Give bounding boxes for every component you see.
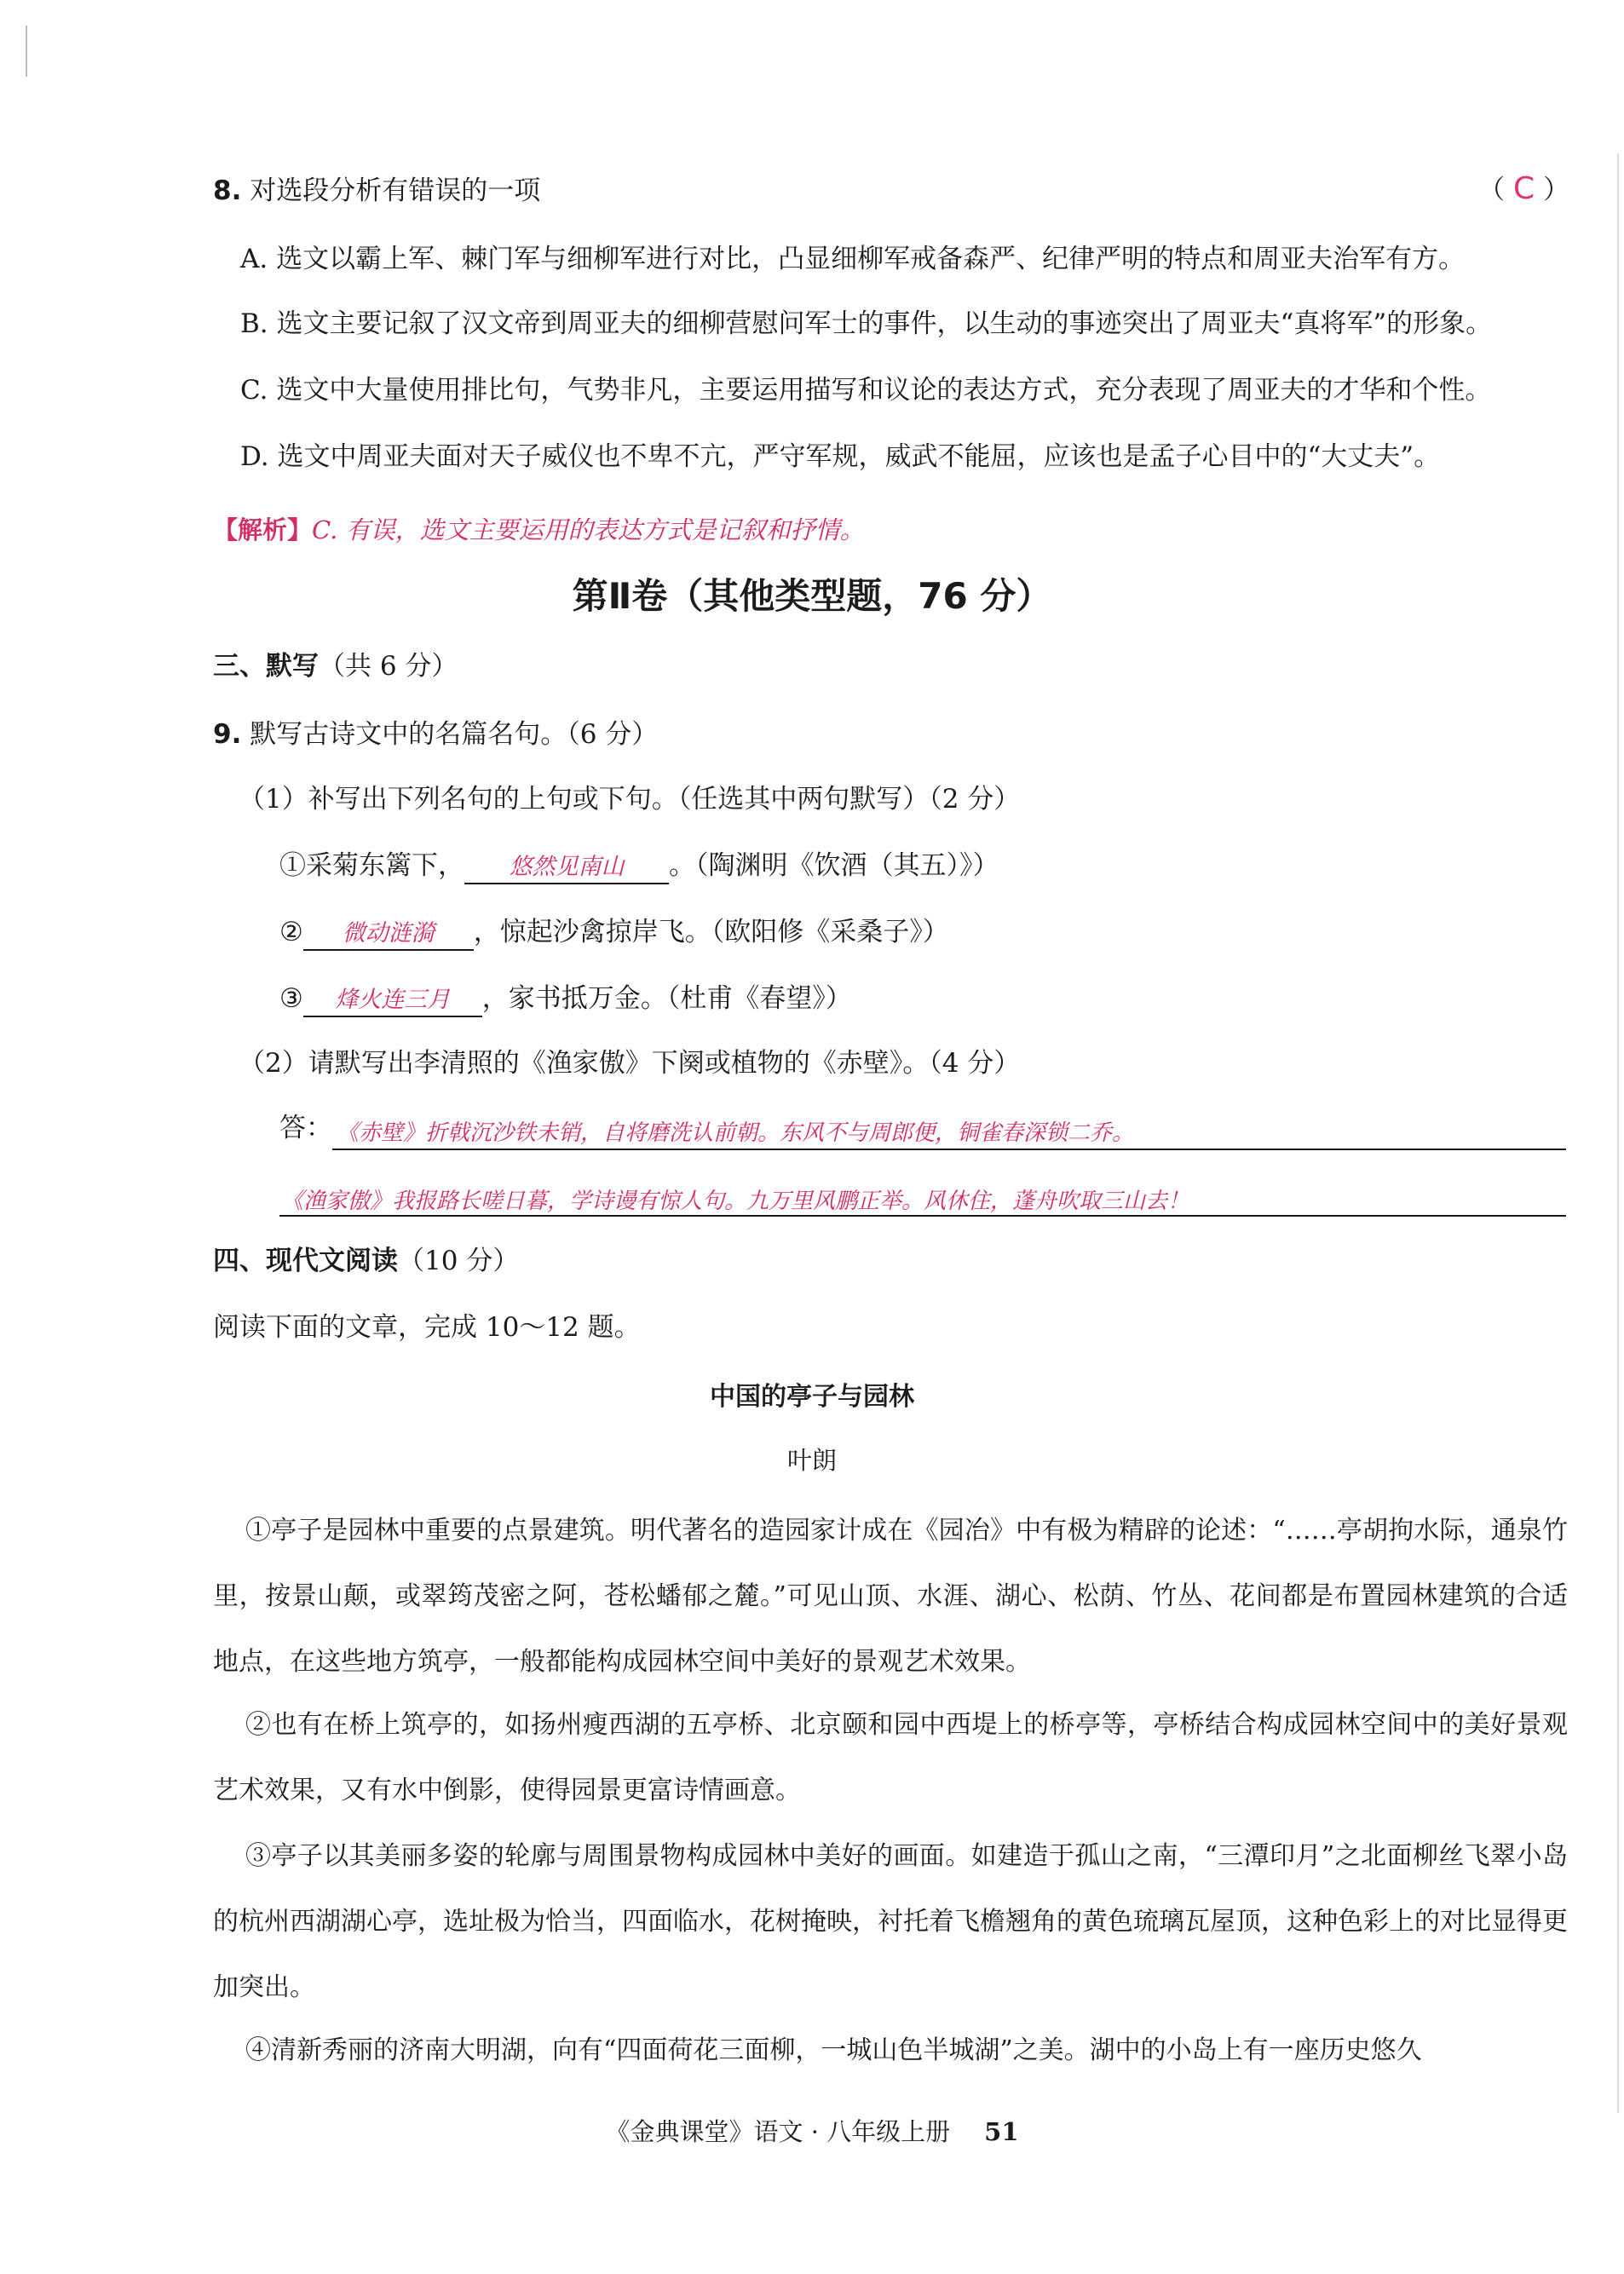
footer-book-title: 《金典课堂》语文 · 八年级上册 (605, 2117, 951, 2146)
article-title: 中国的亭子与园林 (710, 1382, 914, 1412)
q8-number: 8. (213, 176, 242, 206)
q8-stem-line (213, 172, 540, 210)
answer-line-2-text: 《渔家傲》我报路长嗟日暮，学诗谩有惊人句。九万里风鹏正举。风休住，蓬舟吹取三山去！ (281, 1189, 1190, 1214)
q9-sub2: （2）请默写出李清照的《渔家傲》下阕或植物的《赤壁》。（4 分） (239, 1048, 1021, 1079)
q8-option-d: D. 选文中周亚夫面对天子威仪也不卑不亢，严守军规，威武不能屈，应该也是孟子心目中的“大丈夫”。 (240, 441, 1441, 472)
answer-line-1 (332, 1149, 1566, 1150)
q9-sub1: （1）补写出下列名句的上句或下句。（任选其中两句默写）（2 分） (239, 784, 1021, 815)
q9-item-1 (279, 847, 999, 884)
part4-heading: 四、现代文阅读 (213, 1246, 398, 1276)
article-paragraph-2: ②也有在桥上筑亭的，如扬州瘦西湖的五亭桥、北京颐和园中西堤上的桥亭等，亭桥结合构成园林空间中的美好景观艺术效果，又有水中倒影，使得园景更富诗情画意。 (213, 1710, 1568, 1805)
page-edge-shadow (1617, 153, 1619, 2113)
item2-handwritten: 微动涟漪 (342, 920, 435, 947)
part3-heading: 三、默写 (213, 651, 319, 682)
q8-option-a: A. 选文以霸上军、棘门军与细柳军进行对比，凸显细柳军戒备森严、纪律严明的特点和周亚夫治军有方。 (240, 244, 1466, 274)
item2-blank (303, 917, 474, 951)
item1-suffix: 。（陶渊明《饮酒（其五）》） (669, 850, 999, 881)
item3-blank (303, 983, 482, 1017)
article-paragraph-1: ①亭子是园林中重要的点景建筑。明代著名的造园家计成在《园冶》中有极为精辟的论述：“……亭胡拘水际，通泉竹里，按景山颠，或翠筠茂密之阿，苍松蟠郁之麓。”可见山顶、水涯、湖心、松荫、竹丛、花间都是布置园林建筑的合适地点，在这些地方筑亭，一般都能构成园林空间中美好的景观艺术效果。 (213, 1516, 1568, 1677)
paren-close: ） (1543, 175, 1570, 205)
q9-item-3 (279, 980, 852, 1017)
q8-option-c: C. 选文中大量使用排比句，气势非凡，主要运用描写和议论的表达方式，充分表现了周亚夫的才华和个性。 (240, 375, 1492, 406)
part4-heading-line (213, 1242, 519, 1280)
q9-number: 9. (213, 719, 242, 750)
answer-line-1-text: 《赤壁》折戟沉沙铁未销，自将磨洗认前朝。东风不与周郎便，铜雀春深锁二乔。 (337, 1120, 1135, 1146)
q8-option-b: B. 选文主要记叙了汉文帝到周亚夫的细柳营慰问军士的事件，以生动的事迹突出了周亚夫“真将军”的形象。 (240, 308, 1493, 339)
analysis-text: C. 有误，选文主要运用的表达方式是记叙和抒情。 (312, 515, 865, 544)
q8-stem: 对选段分析有错误的一项 (250, 176, 541, 206)
part4-instruction: 阅读下面的文章，完成 10～12 题。 (213, 1312, 641, 1343)
item1-prefix: ①采菊东篱下， (279, 850, 464, 881)
section-2-title: 第Ⅱ卷（其他类型题，76 分） (572, 575, 1052, 617)
q9-stem: 默写古诗文中的名篇名句。（6 分） (250, 719, 659, 750)
q8-handwritten-answer: C (1513, 171, 1535, 206)
item2-suffix: ，惊起沙禽掠岸飞。（欧阳修《采桑子》） (473, 917, 949, 947)
scan-edge-mark (26, 26, 27, 77)
part3-heading-line (213, 648, 458, 685)
q8-analysis (213, 511, 865, 549)
item1-handwritten: 悠然见南山 (509, 854, 625, 880)
article-paragraph-3: ③亭子以其美丽多姿的轮廓与周围景物构成园林中美好的画面。如建造于孤山之南，“三潭印月”之北面柳丝飞翠小岛的杭州西湖湖心亭，选址极为恰当，四面临水，花树掩映，衬托着飞檐翘角的黄色琉璃瓦屋顶，这种色彩上的对比显得更加突出。 (213, 1841, 1568, 2002)
paren-open: （ (1478, 175, 1505, 205)
item3-suffix: ，家书抵万金。（杜甫《春望》） (481, 983, 852, 1014)
item1-blank (464, 850, 669, 884)
item2-prefix: ② (279, 917, 303, 947)
item3-handwritten: 烽火连三月 (335, 987, 451, 1013)
part4-score: （10 分） (398, 1246, 520, 1276)
article-author: 叶朗 (786, 1446, 837, 1475)
answer-line-2 (279, 1215, 1566, 1217)
q9-stem-line (213, 716, 658, 753)
item3-prefix: ③ (279, 983, 303, 1014)
q8-answer-bracket (1478, 170, 1569, 209)
answer-label: 答： (279, 1113, 332, 1143)
analysis-tag: 【解析】 (213, 515, 313, 544)
part3-score: （共 6 分） (319, 651, 458, 682)
page-number: 51 (984, 2117, 1019, 2146)
article-paragraph-4: ④清新秀丽的济南大明湖，向有“四面荷花三面柳，一城山色半城湖”之美。湖中的小岛上有一座历史悠久 (245, 2035, 1422, 2065)
page-footer (0, 2113, 1624, 2150)
q9-item-2 (279, 913, 949, 951)
